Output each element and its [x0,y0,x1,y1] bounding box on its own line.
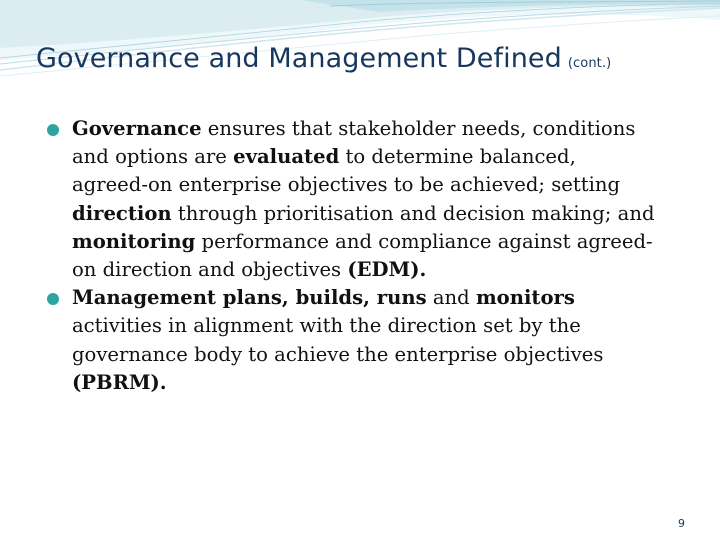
bullet-item [47,284,657,397]
bullet-dot-icon [47,293,59,305]
bullet-text-bold: direction [72,201,172,225]
bullet-item [47,115,657,284]
bullet-text-bold: monitoring [72,229,196,253]
bullet-text-bold: monitors [475,286,575,310]
page-number: 9 [678,517,685,530]
bullet-text: and [426,286,476,310]
bullet-text-bold: (EDM). [347,258,427,282]
bullet-text: performance and compliance against agreed-on direction and objectives [72,229,653,282]
bullet-list [47,115,657,397]
bullet-text: activities in alignment with the direction set by the governance body to achieve the enterprise objectives [72,314,604,366]
bullet-text-bold: Management plans, builds, runs [72,286,427,310]
bullet-text-bold: Governance [72,117,202,140]
bullet-text-bold: evaluated [233,145,340,169]
bullet-text: to determine balanced, agreed-on enterprise objectives to be achieved; setting [72,145,621,197]
slide-title-main: Governance and Management Defined [36,43,562,74]
bullet-text: ensures that stakeholder needs, conditions and options are [72,117,636,169]
bullet-dot-icon [47,124,59,136]
slide-title [36,43,611,74]
slide-title-suffix: (cont.) [567,56,612,71]
bullet-text-bold: (PBRM). [72,370,167,394]
bullet-text: through prioritisation and decision making; and [171,201,655,225]
